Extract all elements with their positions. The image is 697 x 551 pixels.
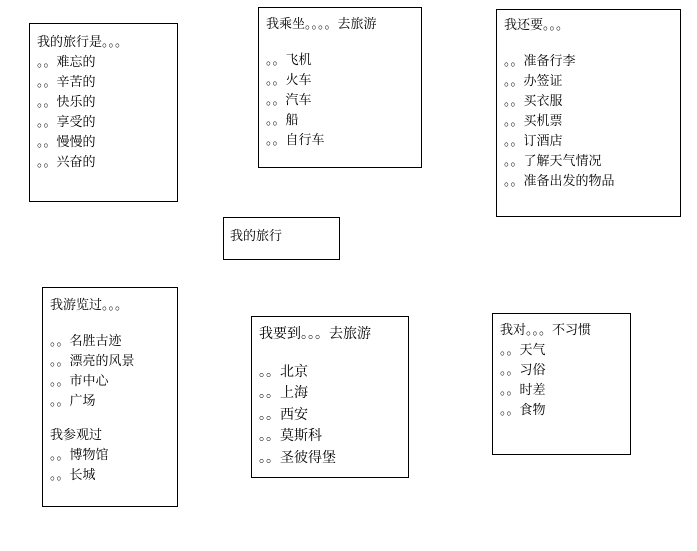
- box-title: 我要到。。。去旅游: [259, 326, 371, 342]
- list-item: 。。了解天气情况: [504, 154, 602, 169]
- list-item: 。。享受的: [37, 115, 96, 130]
- list-item: 。。食物: [500, 403, 546, 418]
- list-item: 。。圣彼得堡: [259, 449, 336, 466]
- list-item: 。。难忘的: [37, 55, 96, 70]
- box-subtitle: 我参观过: [50, 428, 103, 443]
- list-item: 。。自行车: [266, 133, 325, 148]
- box-transport: [258, 7, 422, 168]
- list-item: 。。买机票: [504, 114, 563, 129]
- list-item: 。。市中心: [50, 374, 109, 389]
- list-item: 。。习俗: [500, 363, 546, 378]
- list-item: 。。长城: [50, 468, 96, 483]
- spacer: [50, 412, 177, 426]
- center-topic: [223, 217, 340, 260]
- spacer: [504, 36, 680, 52]
- box-also: [496, 9, 681, 217]
- list-item: 。。火车: [266, 73, 312, 88]
- list-item: 。。买衣服: [504, 94, 563, 109]
- list-item: 。。船: [266, 113, 299, 128]
- spacer: [259, 346, 408, 362]
- box-title: 我的旅行是。。。: [37, 35, 129, 50]
- box-title: 我还要。。。: [504, 18, 570, 33]
- box-visited: [42, 287, 178, 507]
- box-not-used-to: [492, 313, 631, 455]
- box-destination: [251, 316, 409, 478]
- box-title: 我乘坐。。。。去旅游: [266, 17, 377, 32]
- center-label: 我的旅行: [230, 229, 283, 244]
- list-item: 。。准备出发的物品: [504, 174, 615, 189]
- spacer: [50, 316, 177, 332]
- list-item: 。。快乐的: [37, 95, 96, 110]
- list-item: 。。兴奋的: [37, 155, 96, 170]
- list-item: 。。上海: [259, 385, 308, 401]
- box-travel-is: [29, 23, 178, 202]
- list-item: 。。北京: [259, 363, 308, 380]
- list-item: 。。时差: [500, 383, 546, 398]
- list-item: 。。广场: [50, 394, 96, 409]
- box-title: 我对。。。不习惯: [500, 323, 592, 338]
- list-item: 。。准备行李: [504, 54, 576, 69]
- list-item: 。。慢慢的: [37, 135, 96, 150]
- list-item: 。。西安: [259, 406, 308, 423]
- list-item: 。。飞机: [266, 53, 312, 68]
- list-item: 。。漂亮的风景: [50, 354, 135, 369]
- spacer: [266, 35, 421, 51]
- list-item: 。。订酒店: [504, 134, 563, 149]
- list-item: 。。汽车: [266, 93, 312, 108]
- list-item: 。。博物馆: [50, 448, 109, 463]
- list-item: 。。辛苦的: [37, 75, 96, 90]
- list-item: 。。天气: [500, 343, 546, 358]
- list-item: 。。办签证: [504, 74, 563, 89]
- list-item: 。。名胜古迹: [50, 334, 122, 349]
- list-item: 。。莫斯科: [259, 428, 322, 444]
- box-title: 我游览过。。。: [50, 298, 129, 313]
